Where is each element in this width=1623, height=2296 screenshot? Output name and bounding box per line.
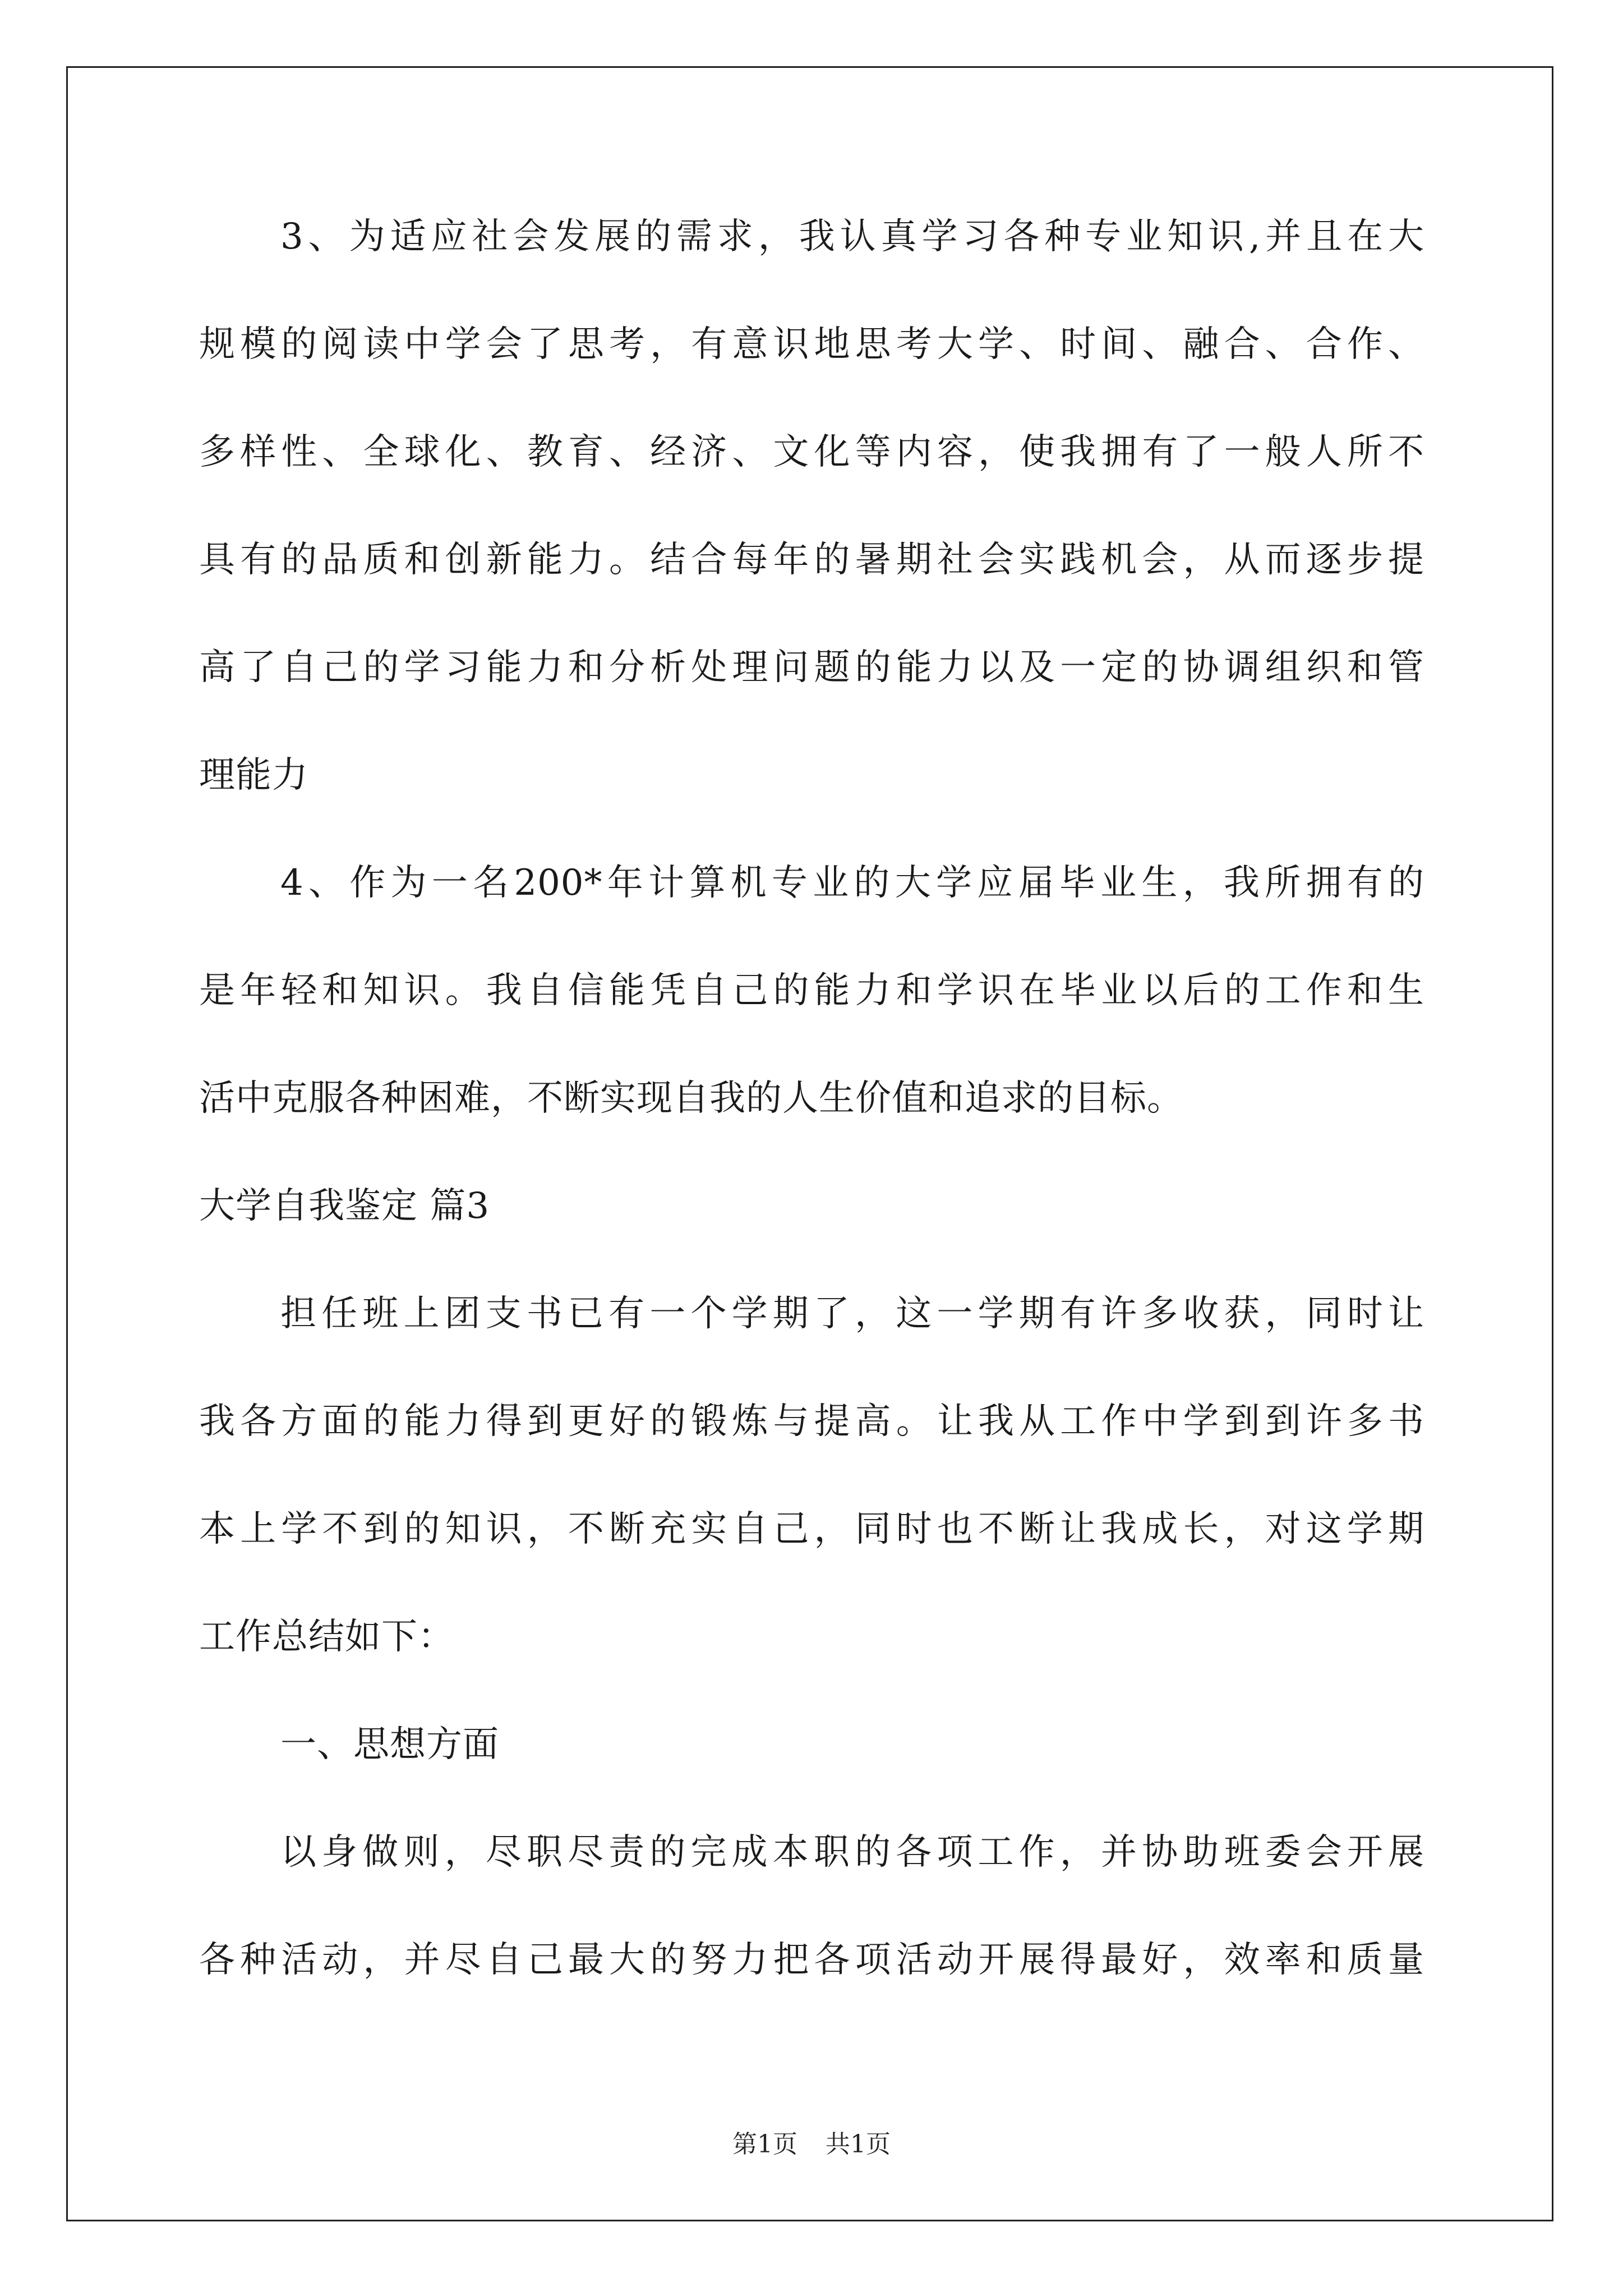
paragraph-line: 高了自己的学习能力和分析处理问题的能力以及一定的协调组织和管 xyxy=(199,647,1424,688)
paragraph-line: 具有的品质和创新能力。结合每年的暑期社会实践机会，从而逐步提 xyxy=(199,539,1424,581)
subsection-heading: 一、思想方面 xyxy=(280,1724,499,1765)
paragraph-line: 多样性、全球化、教育、经济、文化等内容，使我拥有了一般人所不 xyxy=(199,431,1424,473)
paragraph-line: 规模的阅读中学会了思考，有意识地思考大学、时间、融合、合作、 xyxy=(199,324,1424,365)
paragraph-line: 是年轻和知识。我自信能凭自己的能力和学识在毕业以后的工作和生 xyxy=(199,970,1424,1011)
paragraph-line: 活中克服各种困难，不断实现自我的人生价值和追求的目标。 xyxy=(199,1078,1183,1119)
page-number-total: 共1页 xyxy=(826,2130,891,2159)
paragraph-line: 以身做则，尽职尽责的完成本职的各项工作，并协助班委会开展 xyxy=(280,1832,1424,1873)
paragraph-line: 各种活动，并尽自己最大的努力把各项活动开展得最好，效率和质量 xyxy=(199,1939,1424,1981)
section-heading: 大学自我鉴定 篇3 xyxy=(199,1185,490,1227)
page-footer xyxy=(0,2124,1623,2160)
page-number-current: 第1页 xyxy=(732,2130,797,2159)
paragraph-line: 本上学不到的知识，不断充实自己，同时也不断让我成长，对这学期 xyxy=(199,1508,1424,1550)
paragraph-line: 担任班上团支书已有一个学期了，这一学期有许多收获，同时让 xyxy=(280,1293,1424,1335)
paragraph-line: 我各方面的能力得到更好的锻炼与提高。让我从工作中学到到许多书 xyxy=(199,1401,1424,1442)
paragraph-line: 3、为适应社会发展的需求，我认真学习各种专业知识,并且在大 xyxy=(280,216,1424,257)
document-body xyxy=(199,216,1424,2050)
paragraph-line: 4、作为一名200*年计算机专业的大学应届毕业生，我所拥有的 xyxy=(280,862,1424,904)
paragraph-line: 理能力 xyxy=(199,754,308,796)
paragraph-line: 工作总结如下： xyxy=(199,1616,454,1658)
